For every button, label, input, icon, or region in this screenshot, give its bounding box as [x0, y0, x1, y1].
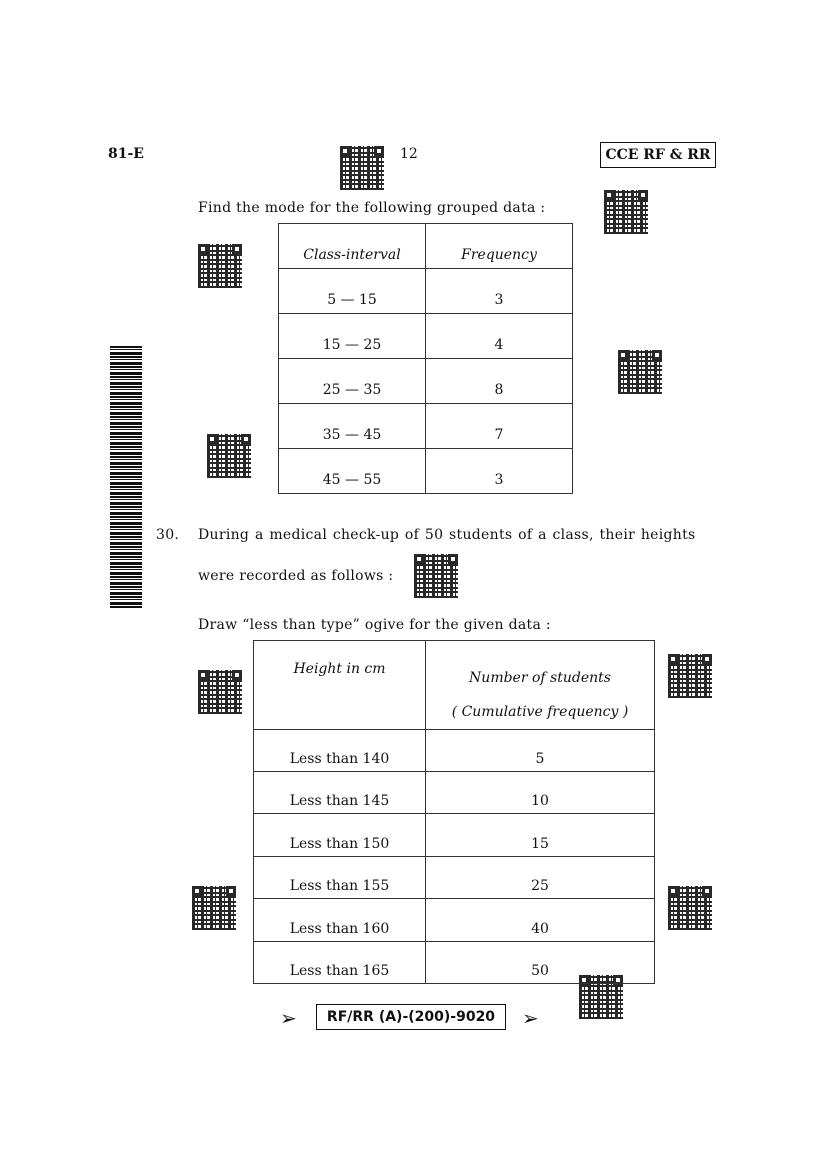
table-row — [279, 359, 573, 404]
page-number: 12 — [400, 146, 418, 162]
class-interval-cell: 5 — 15 — [279, 269, 426, 314]
class-interval-cell: 35 — 45 — [279, 404, 426, 449]
table-row — [279, 449, 573, 494]
frequency-cell: 3 — [426, 269, 573, 314]
cumulative-frequency-cell: 40 — [426, 899, 655, 942]
class-interval-table — [278, 223, 573, 494]
class-interval-cell: 15 — 25 — [279, 314, 426, 359]
class-interval-cell: 45 — 55 — [279, 449, 426, 494]
ogive-data-table — [253, 640, 655, 984]
footer-code: RF/RR (A)-(200)-9020 — [316, 1004, 506, 1030]
table-row — [254, 730, 655, 772]
qr-code-icon — [668, 886, 712, 930]
qr-code-icon — [618, 350, 662, 394]
qr-code-icon — [340, 146, 384, 190]
table-row — [254, 814, 655, 857]
table-row — [279, 269, 573, 314]
height-cell: Less than 160 — [254, 899, 426, 942]
table-row — [279, 404, 573, 449]
cumulative-frequency-cell: 50 — [426, 942, 655, 984]
height-cell: Less than 150 — [254, 814, 426, 857]
qr-code-icon — [198, 244, 242, 288]
arrow-right-icon: ➢ — [522, 1006, 539, 1030]
table-row — [254, 772, 655, 814]
header-cumulative-frequency: ( Cumulative frequency ) — [451, 704, 629, 720]
cumulative-frequency-cell: 5 — [426, 730, 655, 772]
cumulative-frequency-cell: 25 — [426, 857, 655, 899]
table-row — [254, 942, 655, 984]
qr-code-icon — [192, 886, 236, 930]
qr-code-icon — [414, 554, 458, 598]
qr-code-icon — [198, 670, 242, 714]
cumulative-frequency-cell: 10 — [426, 772, 655, 814]
table-row — [254, 857, 655, 899]
header-class-interval: Class-interval — [279, 224, 426, 269]
height-cell: Less than 145 — [254, 772, 426, 814]
table-row — [279, 314, 573, 359]
cumulative-frequency-cell: 15 — [426, 814, 655, 857]
barcode-icon — [110, 346, 142, 608]
table-row — [254, 899, 655, 942]
frequency-cell: 4 — [426, 314, 573, 359]
height-cell: Less than 155 — [254, 857, 426, 899]
header-frequency: Frequency — [426, 224, 573, 269]
height-cell: Less than 165 — [254, 942, 426, 984]
question-30-text-continued: were recorded as follows : — [198, 568, 394, 584]
arrow-right-icon: ➢ — [280, 1006, 297, 1030]
question-30-text: During a medical check-up of 50 students of a class, their heights — [198, 527, 696, 543]
qr-code-icon — [207, 434, 251, 478]
height-cell: Less than 140 — [254, 730, 426, 772]
frequency-cell: 3 — [426, 449, 573, 494]
frequency-cell: 8 — [426, 359, 573, 404]
question-number: 30. — [156, 527, 180, 543]
question-30-instruction: Draw “less than type” ogive for the given data : — [198, 617, 551, 633]
qr-code-icon — [668, 654, 712, 698]
header-height: Height in cm — [254, 641, 426, 730]
header-number-of-students — [426, 641, 655, 730]
header-number-of-students-label: Number of students — [469, 670, 611, 686]
paper-code: 81-E — [108, 146, 144, 162]
frequency-cell: 7 — [426, 404, 573, 449]
class-interval-cell: 25 — 35 — [279, 359, 426, 404]
question-29-instruction: Find the mode for the following grouped data : — [198, 200, 546, 216]
exam-label: CCE RF & RR — [600, 142, 716, 168]
qr-code-icon — [604, 190, 648, 234]
